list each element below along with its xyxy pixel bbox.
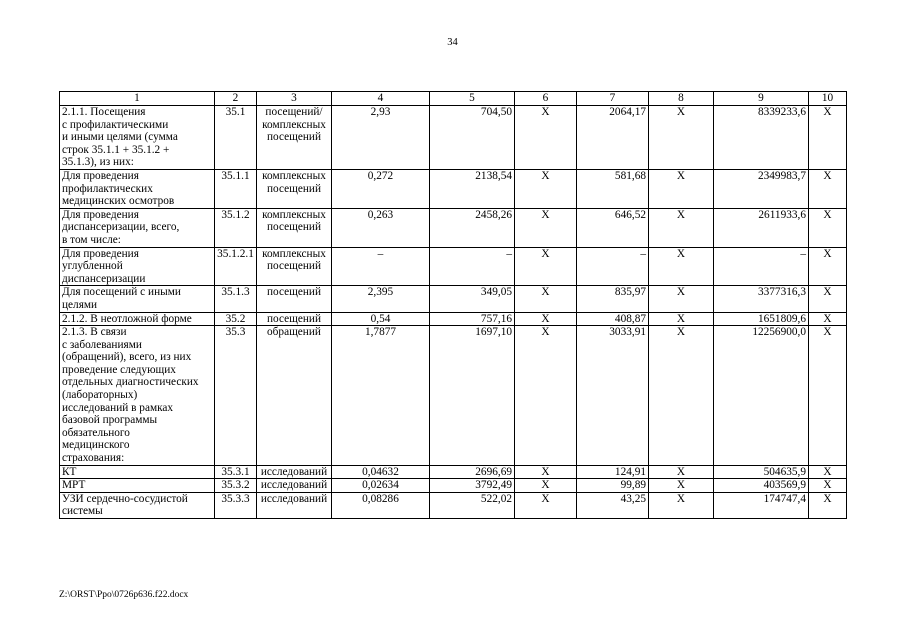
unit-cell: обращений — [257, 326, 332, 466]
column-header: 7 — [577, 92, 649, 106]
value-cell-6: Х — [515, 479, 577, 493]
value-cell-8: Х — [649, 312, 714, 326]
value-cell-9: 2611933,6 — [714, 208, 809, 247]
row-name-cell: МРТ — [60, 479, 215, 493]
row-code-cell: 35.3.1 — [215, 465, 257, 479]
value-cell-4: 2,395 — [332, 286, 430, 312]
value-cell-9: 504635,9 — [714, 465, 809, 479]
value-cell-4: 2,93 — [332, 106, 430, 170]
value-cell-10: Х — [809, 479, 847, 493]
row-name-cell: Для проведения углубленной диспансеризации — [60, 247, 215, 286]
value-cell-7: 581,68 — [577, 169, 649, 208]
table-row — [60, 247, 847, 286]
value-cell-7: 646,52 — [577, 208, 649, 247]
row-code-cell: 35.1.2 — [215, 208, 257, 247]
row-name-cell: Для посещений с иными целями — [60, 286, 215, 312]
value-cell-5: 522,02 — [430, 492, 515, 518]
column-header: 4 — [332, 92, 430, 106]
column-header: 6 — [515, 92, 577, 106]
value-cell-7: 99,89 — [577, 479, 649, 493]
file-path-footer: Z:\ORST\Ppo\0726p636.f22.docx — [59, 590, 189, 600]
value-cell-6: Х — [515, 247, 577, 286]
value-cell-4: 0,04632 — [332, 465, 430, 479]
table-row — [60, 326, 847, 466]
table-row — [60, 492, 847, 518]
value-cell-5: 2458,26 — [430, 208, 515, 247]
value-cell-4: 0,272 — [332, 169, 430, 208]
value-cell-7: 124,91 — [577, 465, 649, 479]
table-row — [60, 286, 847, 312]
row-code-cell: 35.3.2 — [215, 479, 257, 493]
table-row — [60, 479, 847, 493]
column-header: 3 — [257, 92, 332, 106]
value-cell-8: Х — [649, 326, 714, 466]
value-cell-6: Х — [515, 326, 577, 466]
value-cell-10: Х — [809, 169, 847, 208]
table-row — [60, 312, 847, 326]
value-cell-10: Х — [809, 312, 847, 326]
value-cell-7: 3033,91 — [577, 326, 649, 466]
unit-cell: посещений — [257, 286, 332, 312]
row-name-cell: Для проведения профилактических медицинских осмотров — [60, 169, 215, 208]
value-cell-7: 2064,17 — [577, 106, 649, 170]
value-cell-8: Х — [649, 465, 714, 479]
value-cell-4: 0,02634 — [332, 479, 430, 493]
value-cell-9: 174747,4 — [714, 492, 809, 518]
value-cell-6: Х — [515, 465, 577, 479]
value-cell-8: Х — [649, 492, 714, 518]
column-header: 9 — [714, 92, 809, 106]
column-header: 10 — [809, 92, 847, 106]
value-cell-6: Х — [515, 312, 577, 326]
value-cell-4: 0,08286 — [332, 492, 430, 518]
value-cell-8: Х — [649, 208, 714, 247]
unit-cell: исследований — [257, 492, 332, 518]
row-code-cell: 35.2 — [215, 312, 257, 326]
row-name-cell: 2.1.1. Посещения с профилактическими и иными целями (сумма строк 35.1.1 + 35.1.2 + 35.1.3), из них: — [60, 106, 215, 170]
value-cell-8: Х — [649, 286, 714, 312]
column-header: 5 — [430, 92, 515, 106]
unit-cell: посещений — [257, 312, 332, 326]
column-number-row — [60, 92, 847, 106]
row-name-cell: 2.1.2. В неотложной форме — [60, 312, 215, 326]
table-row — [60, 106, 847, 170]
unit-cell: комплексных посещений — [257, 208, 332, 247]
row-code-cell: 35.3 — [215, 326, 257, 466]
row-name-cell: КТ — [60, 465, 215, 479]
value-cell-5: 3792,49 — [430, 479, 515, 493]
value-cell-8: Х — [649, 106, 714, 170]
value-cell-9: 403569,9 — [714, 479, 809, 493]
row-code-cell: 35.1.3 — [215, 286, 257, 312]
value-cell-10: Х — [809, 286, 847, 312]
value-cell-6: Х — [515, 169, 577, 208]
value-cell-5: 757,16 — [430, 312, 515, 326]
value-cell-7: 835,97 — [577, 286, 649, 312]
row-code-cell: 35.1 — [215, 106, 257, 170]
column-header: 1 — [60, 92, 215, 106]
value-cell-4: 0,54 — [332, 312, 430, 326]
value-cell-5: 704,50 — [430, 106, 515, 170]
unit-cell: посещений/ комплексных посещений — [257, 106, 332, 170]
value-cell-5: – — [430, 247, 515, 286]
row-code-cell: 35.3.3 — [215, 492, 257, 518]
value-cell-9: – — [714, 247, 809, 286]
value-cell-4: 1,7877 — [332, 326, 430, 466]
unit-cell: комплексных посещений — [257, 247, 332, 286]
value-cell-5: 2696,69 — [430, 465, 515, 479]
table-row — [60, 208, 847, 247]
value-cell-8: Х — [649, 169, 714, 208]
value-cell-9: 2349983,7 — [714, 169, 809, 208]
row-code-cell: 35.1.1 — [215, 169, 257, 208]
unit-cell: комплексных посещений — [257, 169, 332, 208]
value-cell-5: 1697,10 — [430, 326, 515, 466]
value-cell-9: 8339233,6 — [714, 106, 809, 170]
value-cell-5: 2138,54 — [430, 169, 515, 208]
value-cell-10: Х — [809, 326, 847, 466]
value-cell-10: Х — [809, 465, 847, 479]
value-cell-9: 1651809,6 — [714, 312, 809, 326]
column-header: 8 — [649, 92, 714, 106]
value-cell-5: 349,05 — [430, 286, 515, 312]
unit-cell: исследований — [257, 465, 332, 479]
row-code-cell: 35.1.2.1 — [215, 247, 257, 286]
unit-cell: исследований — [257, 479, 332, 493]
value-cell-4: – — [332, 247, 430, 286]
row-name-cell: Для проведения диспансеризации, всего, в том числе: — [60, 208, 215, 247]
indicator-table — [59, 91, 847, 519]
table-row — [60, 169, 847, 208]
value-cell-6: Х — [515, 286, 577, 312]
value-cell-6: Х — [515, 492, 577, 518]
value-cell-10: Х — [809, 106, 847, 170]
table-row — [60, 465, 847, 479]
column-header: 2 — [215, 92, 257, 106]
value-cell-6: Х — [515, 208, 577, 247]
value-cell-7: 43,25 — [577, 492, 649, 518]
value-cell-7: 408,87 — [577, 312, 649, 326]
value-cell-9: 3377316,3 — [714, 286, 809, 312]
value-cell-10: Х — [809, 247, 847, 286]
value-cell-10: Х — [809, 492, 847, 518]
row-name-cell: 2.1.3. В связи с заболеваниями (обращений), всего, из них проведение следующих отдельных диагностических (лабораторных) исследований в рамках базовой программы обязательного медицинского страхования: — [60, 326, 215, 466]
value-cell-10: Х — [809, 208, 847, 247]
value-cell-8: Х — [649, 247, 714, 286]
row-name-cell: УЗИ сердечно-сосудистой системы — [60, 492, 215, 518]
value-cell-6: Х — [515, 106, 577, 170]
value-cell-8: Х — [649, 479, 714, 493]
value-cell-9: 12256900,0 — [714, 326, 809, 466]
value-cell-7: – — [577, 247, 649, 286]
value-cell-4: 0,263 — [332, 208, 430, 247]
page-number: 34 — [447, 37, 458, 48]
